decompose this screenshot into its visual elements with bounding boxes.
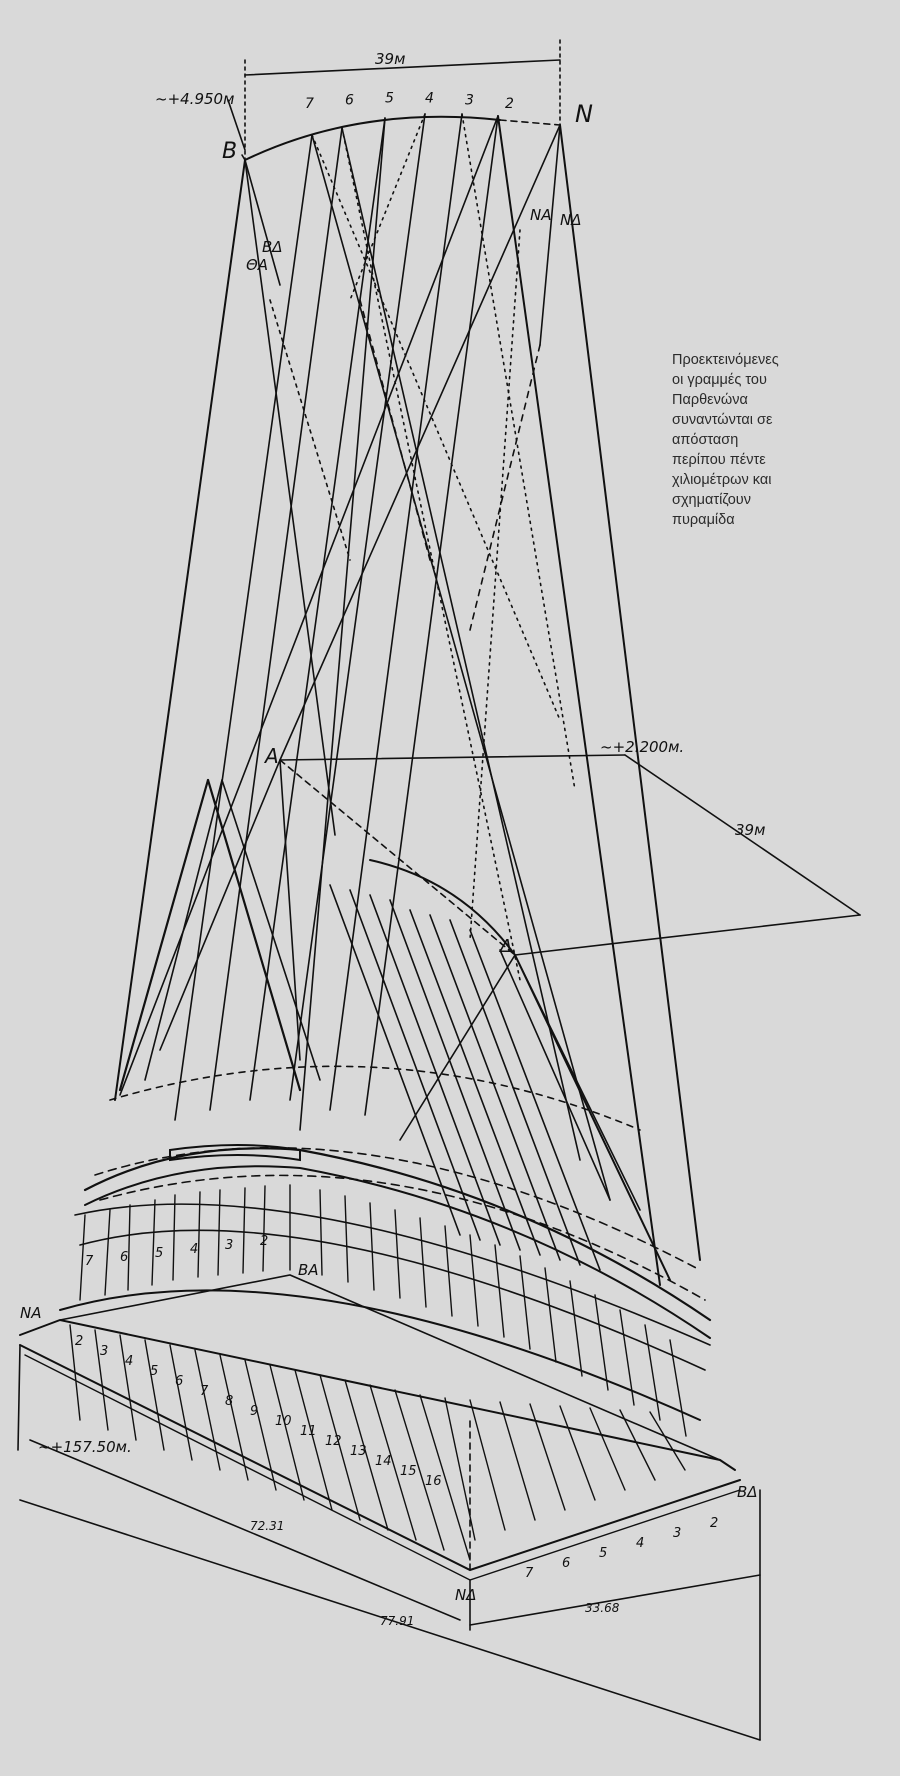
number-label: 7 [85,1254,94,1269]
caption-line: Παρθενώνα [672,392,748,408]
number-label: 10 [275,1414,292,1429]
number-label: 2 [710,1516,719,1531]
edge-n-diag [280,125,560,760]
base-height-label: ~+157.50м. [38,1438,132,1456]
number-label: 6 [562,1556,571,1571]
point-delta-label: Δ [500,936,513,957]
number-label: 8 [225,1394,234,1409]
side-number-labels [75,1334,442,1489]
caption-line: περίπου πέντε [672,452,766,468]
top-number-labels [305,90,514,112]
number-label: 6 [175,1374,184,1389]
caption-line: χιλιομέτρων και [672,472,772,488]
number-label: 7 [200,1384,209,1399]
number-label: 14 [375,1454,392,1469]
edge-n-inner [540,125,560,345]
number-label: 15 [400,1464,417,1479]
caption-line: συναντώνται σε [672,412,773,428]
mid-plane-d-right [515,915,860,955]
number-label: 13 [350,1444,367,1459]
number-label: 4 [190,1242,199,1257]
top-dashed-right [500,120,560,125]
number-label: 5 [599,1546,608,1561]
number-label: 5 [150,1364,159,1379]
top-width-label: 39м [375,50,406,68]
mid-height-label: ~+2.200м. [600,738,685,756]
number-label: 3 [465,92,474,109]
number-label: 4 [125,1354,134,1369]
edge-b-left [115,160,245,1100]
corner-bd-label: BΔ [737,1483,758,1501]
corner-nd-label: NΔ [455,1586,477,1604]
front-number-labels [85,1234,268,1269]
number-label: 11 [300,1424,317,1439]
caption-line: Προεκτεινόμενες [672,352,779,368]
number-label: 7 [305,96,314,112]
caption [672,350,872,530]
number-label: 6 [345,92,354,109]
top-arc [245,117,500,160]
length-outer-label: 77.91 [380,1614,415,1628]
caption-line: απόσταση [672,432,739,448]
front-base-number-labels [525,1516,718,1581]
mid-width-label: 39м [735,821,766,839]
top-na-label: NA [530,206,552,224]
length-inner-label: 72.31 [250,1519,285,1533]
corner-na-label: NA [20,1304,42,1322]
width-front-label: 33.68 [585,1601,620,1615]
caption-line: οι γραμμές του [672,372,767,388]
top-ba-label: BΔ [262,238,283,256]
point-a-label: A [265,744,279,768]
base-height-dim [18,1345,20,1450]
number-label: 4 [636,1536,645,1551]
corner-ba-label: BA [298,1261,319,1279]
number-label: 3 [673,1526,682,1541]
top-nd-label: NΔ [560,211,582,229]
number-label: 3 [100,1344,109,1359]
point-b-label: B [222,139,238,164]
number-label: 2 [260,1234,269,1249]
number-label: 4 [425,90,434,107]
top-oa-label: ΘΑ [246,256,269,274]
number-label: 6 [120,1250,129,1265]
top-height-label: ~+4.950м [155,90,235,108]
width-front-dim [470,1575,760,1625]
number-label: 5 [385,90,394,107]
caption-line: σχηματίζουν [672,492,751,508]
number-label: 16 [425,1474,442,1489]
number-label: 2 [75,1334,84,1349]
number-label: 3 [225,1238,234,1253]
number-label: 5 [155,1246,164,1261]
caption-line: πυραμίδα [672,512,735,528]
number-label: 2 [505,96,514,112]
number-label: 9 [250,1404,259,1419]
point-n-label: N [575,100,593,128]
mid-plane-ab [280,760,515,955]
number-label: 12 [325,1434,342,1449]
number-label: 7 [525,1566,534,1581]
